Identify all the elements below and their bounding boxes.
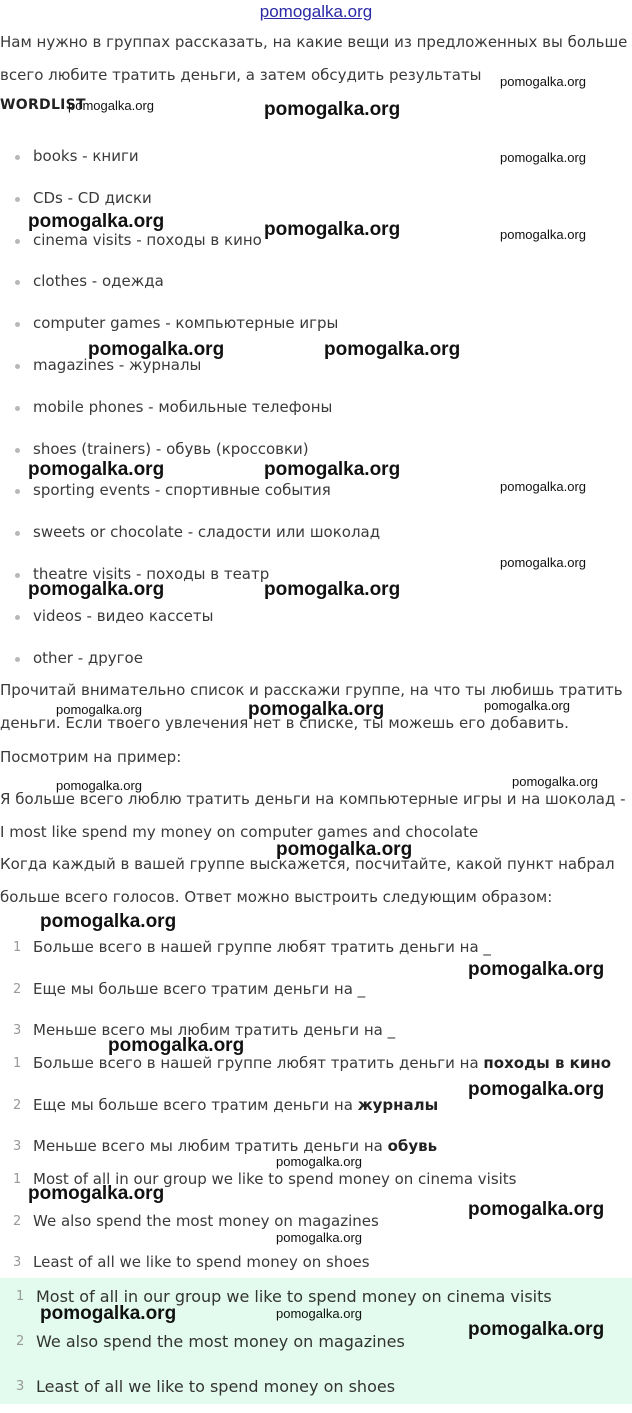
list-item: 2 We also spend the most money on magazines — [13, 1211, 379, 1230]
filled-ru-list — [0, 1043, 620, 1168]
watermark: pomogalka.org — [500, 479, 586, 494]
watermark: pomogalka.org — [40, 911, 177, 932]
bullet-icon — [15, 197, 20, 202]
list-item: 3 Меньше всего мы любим тратить деньги на _ — [13, 1021, 396, 1040]
bullet-icon — [15, 280, 20, 285]
example-text: Я больше всего люблю тратить деньги на компьютерные игры и на шоколад - I most like spend my money on computer games and chocolate — [0, 790, 626, 841]
watermark: pomogalka.org — [484, 698, 570, 713]
watermark: pomogalka.org — [468, 1079, 605, 1100]
watermark: pomogalka.org — [264, 99, 401, 120]
watermark: pomogalka.org — [248, 699, 385, 720]
list-item: 2 We also spend the most money on magazines — [16, 1332, 405, 1351]
watermark: pomogalka.org — [468, 959, 605, 980]
watermark: pomogalka.org — [28, 1183, 165, 1204]
list-item: 1 Больше всего в нашей группе любят тратить деньги на походы в кино — [13, 1054, 612, 1072]
watermark: pomogalka.org — [500, 74, 586, 89]
watermark: pomogalka.org — [28, 211, 165, 232]
watermark: pomogalka.org — [264, 219, 401, 240]
wordlist-item: videos - видео кассеты — [0, 596, 600, 638]
bullet-icon — [15, 657, 20, 662]
watermark: pomogalka.org — [56, 778, 142, 793]
template-list — [0, 927, 620, 1052]
wordlist-item: theatre visits - походы в театр — [0, 554, 600, 596]
watermark: pomogalka.org — [40, 1303, 177, 1324]
filled-en-list — [0, 1159, 620, 1284]
wordlist-item: cinema visits - походы в кино — [0, 220, 600, 262]
watermark: pomogalka.org — [28, 579, 165, 600]
list-item: 1 Most of all in our group we like to spend money on cinema visits — [16, 1287, 552, 1306]
watermark: pomogalka.org — [500, 555, 586, 570]
watermark: pomogalka.org — [264, 459, 401, 480]
watermark: pomogalka.org — [264, 579, 401, 600]
watermark: pomogalka.org — [28, 459, 165, 480]
answer-box — [0, 1278, 632, 1404]
wordlist-item: CDs - CD диски — [0, 178, 600, 220]
list-item: 3 Меньше всего мы любим тратить деньги на обувь — [13, 1137, 438, 1156]
bullet-icon — [15, 239, 20, 244]
watermark: pomogalka.org — [108, 1035, 245, 1056]
intro-text: Нам нужно в группах рассказать, на какие вещи из предложенных вы больше всего любите тратить деньги, а затем обсудить результаты — [0, 33, 628, 84]
list-item: 3 Least of all we like to spend money on shoes — [13, 1253, 370, 1272]
example-label: Посмотрим на пример: — [0, 748, 182, 766]
bullet-icon — [15, 615, 20, 620]
bullet-icon — [15, 448, 20, 453]
site-header-link[interactable]: pomogalka.org — [259, 2, 373, 21]
watermark: pomogalka.org — [56, 702, 142, 717]
count-instruction: Когда каждый в вашей группе выскажется, посчитайте, какой пункт набрал больше всего голосов. Ответ можно выстроить следующим образом: — [0, 855, 615, 906]
watermark: pomogalka.org — [276, 1230, 362, 1245]
watermark: pomogalka.org — [276, 1154, 362, 1169]
watermark: pomogalka.org — [88, 339, 225, 360]
list-item: 1 Most of all in our group we like to spend money on cinema visits — [13, 1170, 517, 1188]
wordlist-item: sporting events - спортивные события — [0, 470, 600, 512]
bullet-icon — [15, 531, 20, 536]
wordlist-item: magazines - журналы — [0, 345, 600, 387]
wordlist-item: mobile phones - мобильные телефоны — [0, 387, 600, 429]
instruction-text: Прочитай внимательно список и расскажи группе, на что ты любишь тратить деньги. Если твоего увлечения нет в списке, ты можешь его добавить. — [0, 681, 623, 732]
watermark: pomogalka.org — [500, 227, 586, 242]
watermark: pomogalka.org — [468, 1199, 605, 1220]
bullet-icon — [15, 322, 20, 327]
watermark: pomogalka.org — [324, 339, 461, 360]
bullet-icon — [15, 364, 20, 369]
wordlist-heading: WORDLIST — [0, 97, 86, 113]
bullet-icon — [15, 155, 20, 160]
watermark: pomogalka.org — [500, 150, 586, 165]
watermark: pomogalka.org — [276, 1306, 362, 1321]
list-item: 2 Еще мы больше всего тратим деньги на журналы — [13, 1095, 439, 1114]
wordlist-item: shoes (trainers) - обувь (кроссовки) — [0, 429, 600, 471]
bullet-icon — [15, 489, 20, 494]
wordlist-item: sweets or chocolate - сладости или шоколад — [0, 512, 600, 554]
answer-list — [0, 1278, 620, 1413]
wordlist — [0, 136, 600, 679]
list-item: 3 Least of all we like to spend money on shoes — [16, 1377, 396, 1396]
wordlist-item: computer games - компьютерные игры — [0, 303, 600, 345]
wordlist-item: clothes - одежда — [0, 261, 600, 303]
list-item: 2 Еще мы больше всего тратим деньги на _ — [13, 979, 366, 998]
watermark: pomogalka.org — [68, 98, 154, 113]
list-item: 1 Больше всего в нашей группе любят тратить деньги на _ — [13, 938, 491, 956]
wordlist-item: other - другое — [0, 638, 600, 680]
watermark: pomogalka.org — [468, 1319, 605, 1340]
bullet-icon — [15, 406, 20, 411]
watermark: pomogalka.org — [512, 774, 598, 789]
wordlist-item: books - книги — [0, 136, 600, 178]
watermark: pomogalka.org — [276, 839, 413, 860]
bullet-icon — [15, 573, 20, 578]
